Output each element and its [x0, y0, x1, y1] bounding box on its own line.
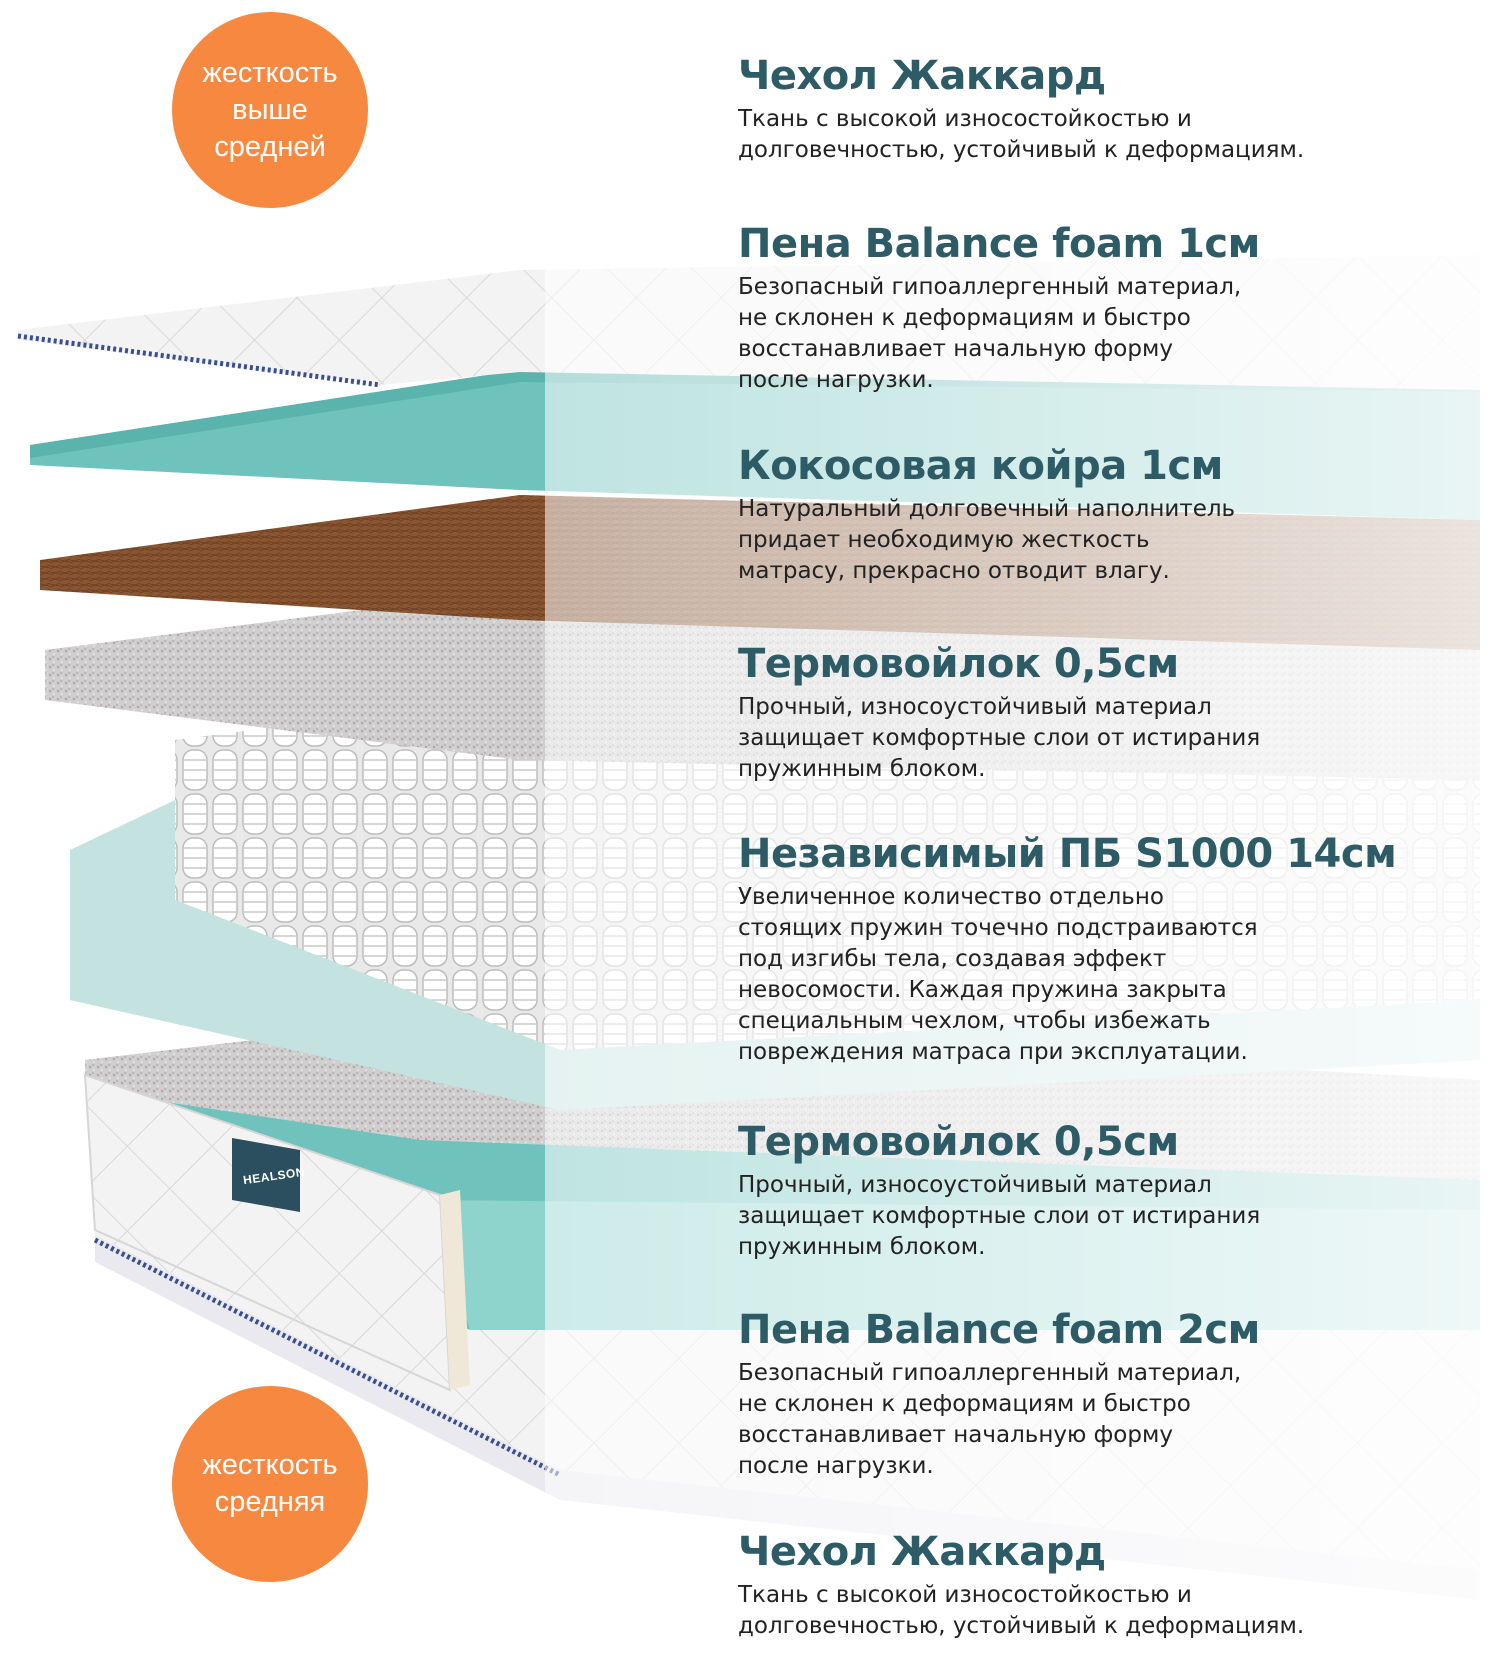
brand-label: HEALSON: [242, 1164, 306, 1188]
layer-description: Увеличенное количество отдельно стоящих пружин точечно подстраиваются под изгибы тела, создавая эффект невосомости. Каждая пружина закрыта специальным чехлом, чтобы избежать повреждения матраса при эксплуатации.: [738, 884, 1258, 1065]
layer-title: Независимый ПБ S1000 14см: [738, 831, 1397, 877]
layer-description: Безопасный гипоаллергенный материал, не склонен к деформациям и быстро восстанавливает начальную форму после нагрузки.: [738, 274, 1242, 393]
layer-title: Пена Balance foam 1см: [738, 221, 1260, 267]
layer-title: Пена Balance foam 2см: [738, 1307, 1260, 1353]
layer-info-foam-1cm: [738, 220, 1478, 396]
layer-title: Термовойлок 0,5см: [738, 641, 1179, 687]
layer-title: Чехол Жаккард: [738, 53, 1106, 99]
layer-description: Прочный, износоустойчивый материал защищает комфортные слои от истирания пружинным блоком.: [738, 694, 1261, 782]
layer-description: Прочный, износоустойчивый материал защищает комфортные слои от истирания пружинным блоком.: [738, 1172, 1261, 1260]
layer-info-foam-2cm: [738, 1306, 1478, 1482]
firmness-badge-top: жесткость выше средней: [172, 12, 368, 208]
layer-info-cover-top: [738, 52, 1478, 166]
firmness-badge-bottom: жесткость средняя: [172, 1386, 368, 1582]
layer-title: Термовойлок 0,5см: [738, 1119, 1179, 1165]
layer-description: Натуральный долговечный наполнитель придает необходимую жесткость матрасу, прекрасно отводит влагу.: [738, 496, 1236, 584]
layer-info-cover-bottom: [738, 1528, 1478, 1642]
layer-info-spring-block: [738, 830, 1478, 1068]
layer-title: Кокосовая койра 1см: [738, 443, 1223, 489]
layer-info-felt-top: [738, 640, 1478, 785]
layer-description: Безопасный гипоаллергенный материал, не склонен к деформациям и быстро восстанавливает начальную форму после нагрузки.: [738, 1360, 1242, 1479]
layer-description: Ткань с высокой износостойкостью и долговечностью, устойчивый к деформациям.: [738, 106, 1305, 163]
layer-info-felt-bottom: [738, 1118, 1478, 1263]
layer-title: Чехол Жаккард: [738, 1529, 1106, 1575]
layer-info-coir: [738, 442, 1478, 587]
layer-description: Ткань с высокой износостойкостью и долговечностью, устойчивый к деформациям.: [738, 1582, 1305, 1639]
